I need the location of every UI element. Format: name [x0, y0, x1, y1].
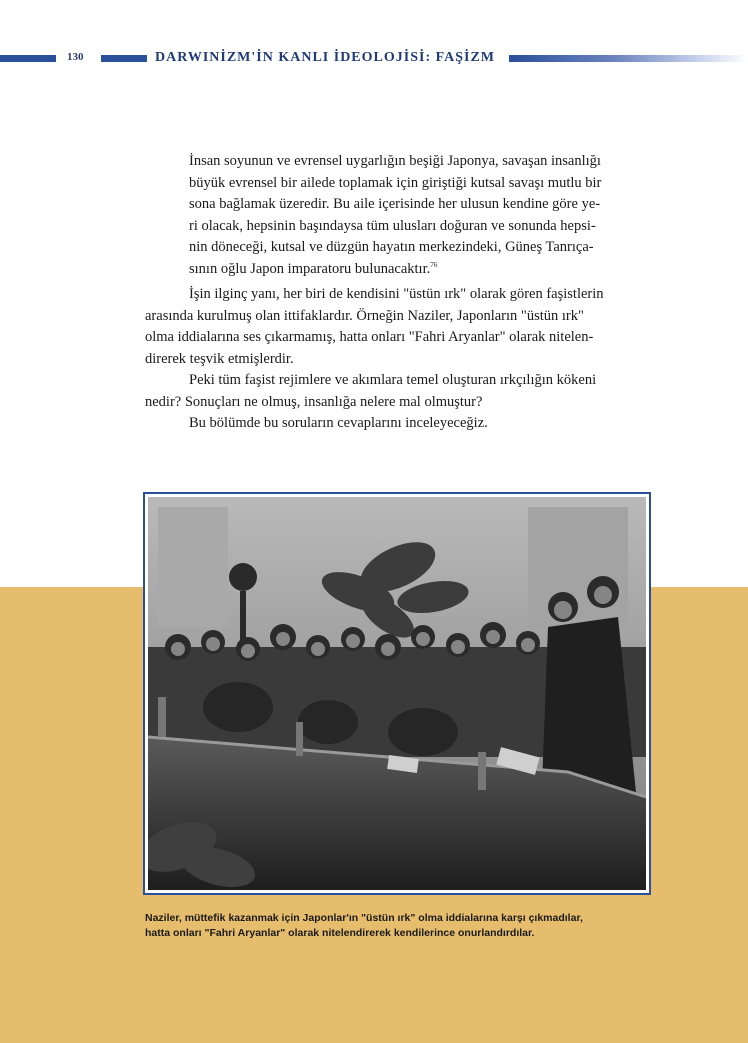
paragraph-line: direrek teşvik etmişlerdir.	[145, 350, 294, 367]
body-text	[145, 151, 653, 435]
quote-line: İnsan soyunun ve evrensel uygarlığın beşiği Japonya, savaşan insanlığı	[189, 153, 601, 169]
photo-frame	[143, 492, 651, 895]
header-rule-right	[509, 55, 748, 62]
page-number: 130	[67, 51, 84, 63]
quote-line: sona bağlamak üzeredir. Bu aile içerisinde her ulusun kendine göre ye-	[189, 196, 601, 212]
photo-illustration	[148, 497, 646, 890]
paragraph: Bu bölümde bu soruların cevaplarını inceleyeceğiz.	[189, 415, 488, 431]
paragraph-line: arasında kurulmuş olan ittifaklardır. Örneğin Naziler, Japonların "üstün ırk"	[145, 307, 584, 324]
paragraph	[145, 284, 653, 370]
quote-line: nin döneceği, kutsal ve düzgün hayatın merkezindeki, Güneş Tanrıça-	[189, 239, 594, 255]
block-quote	[145, 151, 653, 280]
wall-panel	[158, 507, 228, 627]
footnote-reference: 76	[430, 260, 438, 269]
quote-line: ri olacak, hepsinin başındaysa tüm ulusları doğuran ve sonunda hepsi-	[189, 217, 596, 234]
paragraph	[145, 370, 653, 413]
camera-light	[229, 563, 257, 591]
paragraph-line: İşin ilginç yanı, her biri de kendisini "üstün ırk" olarak gören faşistlerin	[189, 286, 604, 302]
paragraph-line: Peki tüm faşist rejimlere ve akımlara temel oluşturan ırkçılığın kökeni	[189, 372, 597, 388]
figure-caption	[145, 911, 645, 941]
quote-line: büyük evrensel bir ailede toplamak için giriştiği kutsal savaşı mutlu bir	[189, 174, 602, 191]
paragraph-line: nedir? Sonuçları ne olmuş, insanlığa nelere mal olmuştur?	[145, 393, 483, 410]
header-rule-left	[0, 55, 56, 62]
historical-photo	[148, 497, 646, 890]
caption-line: Naziler, müttefik kazanmak için Japonlar'ın "üstün ırk" olma iddialarına karşı çıkmadılar,	[145, 912, 583, 924]
running-title: DARWINİZM'İN KANLI İDEOLOJİSİ: FAŞİZM	[155, 50, 496, 65]
wall-panel	[528, 507, 628, 627]
header-rule-middle	[101, 55, 147, 62]
paragraph-line: olma iddialarına ses çıkarmamış, hatta onları "Fahri Aryanlar" olarak nitelen-	[145, 329, 594, 345]
caption-line: hatta onları "Fahri Aryanlar" olarak nitelendirerek kendilerince onurlandırdılar.	[145, 927, 535, 939]
quote-line: sının oğlu Japon imparatoru bulunacaktır.	[189, 260, 431, 277]
